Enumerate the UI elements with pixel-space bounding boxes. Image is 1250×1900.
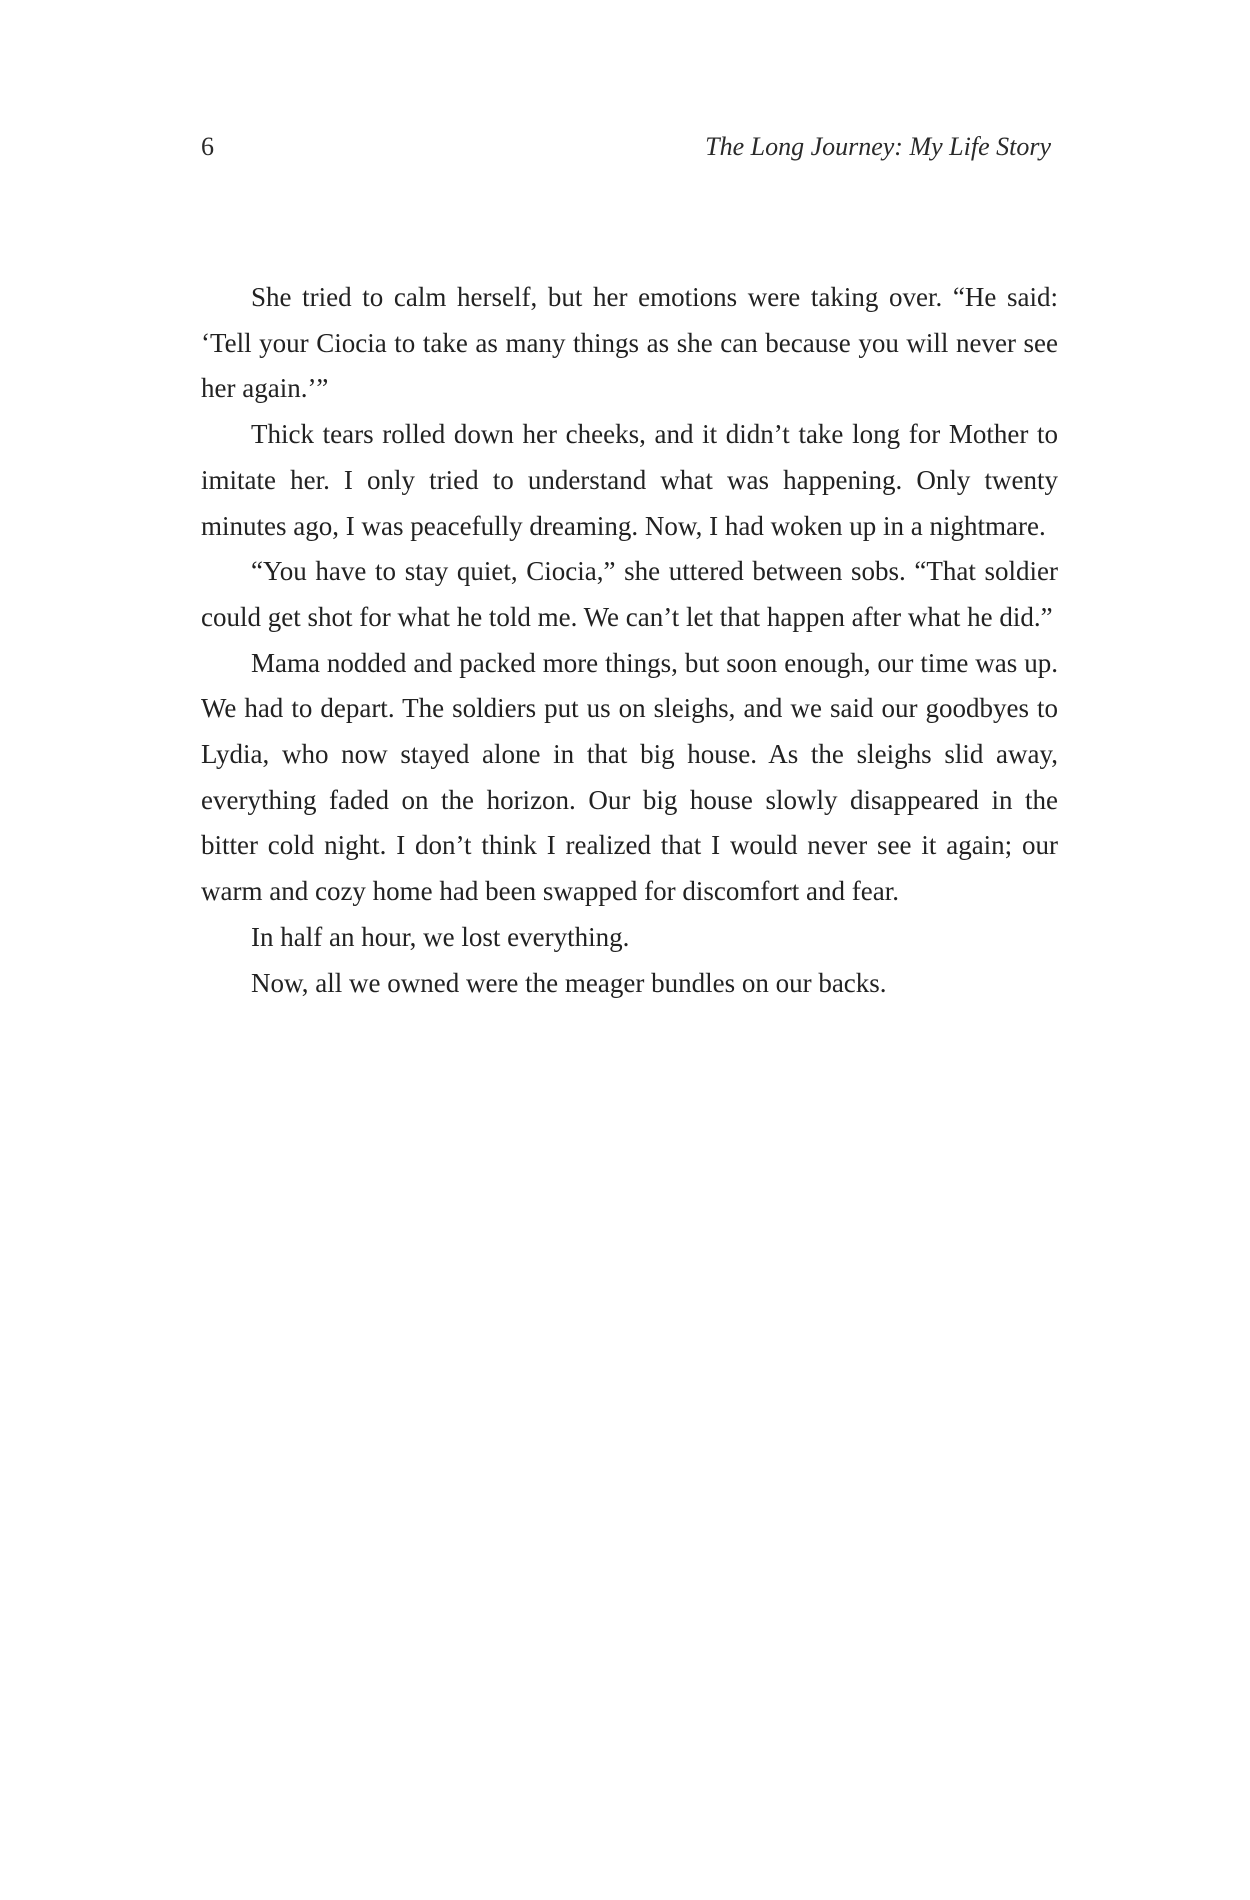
paragraph: In half an hour, we lost everything. <box>251 921 630 952</box>
book-title: The Long Journey: My Life Story <box>705 132 1051 161</box>
paragraph: She tried to calm herself, but her emotions were taking over. “He said: ‘Tell your Ciocia to take as many things as she can because you will never see her again.’” <box>201 282 1058 404</box>
running-header <box>201 132 1051 166</box>
paragraph: Mama nodded and packed more things, but soon enough, our time was up. We had to depart. The soldiers put us on sleighs, and we said our goodbyes to Lydia, who now stayed alone in that big house. As the sleighs slid away, everything faded on the horizon. Our big house slowly disappeared in the bitter cold night. I don’t think I realized that I would never see it again; our warm and cozy home had been swapped for discomfort and fear. <box>201 647 1058 907</box>
paragraph: “You have to stay quiet, Ciocia,” she uttered between sobs. “That soldier could get shot for what he told me. We can’t let that happen after what he did.” <box>201 556 1058 632</box>
body-text <box>201 275 1058 1006</box>
paragraph: Thick tears rolled down her cheeks, and it didn’t take long for Mother to imitate her. I only tried to understand what was happening. Only twenty minutes ago, I was peacefully dreaming. Now, I had woken up in a nightmare. <box>201 419 1058 541</box>
page-number: 6 <box>201 132 214 161</box>
paragraph: Now, all we owned were the meager bundles on our backs. <box>251 967 887 998</box>
